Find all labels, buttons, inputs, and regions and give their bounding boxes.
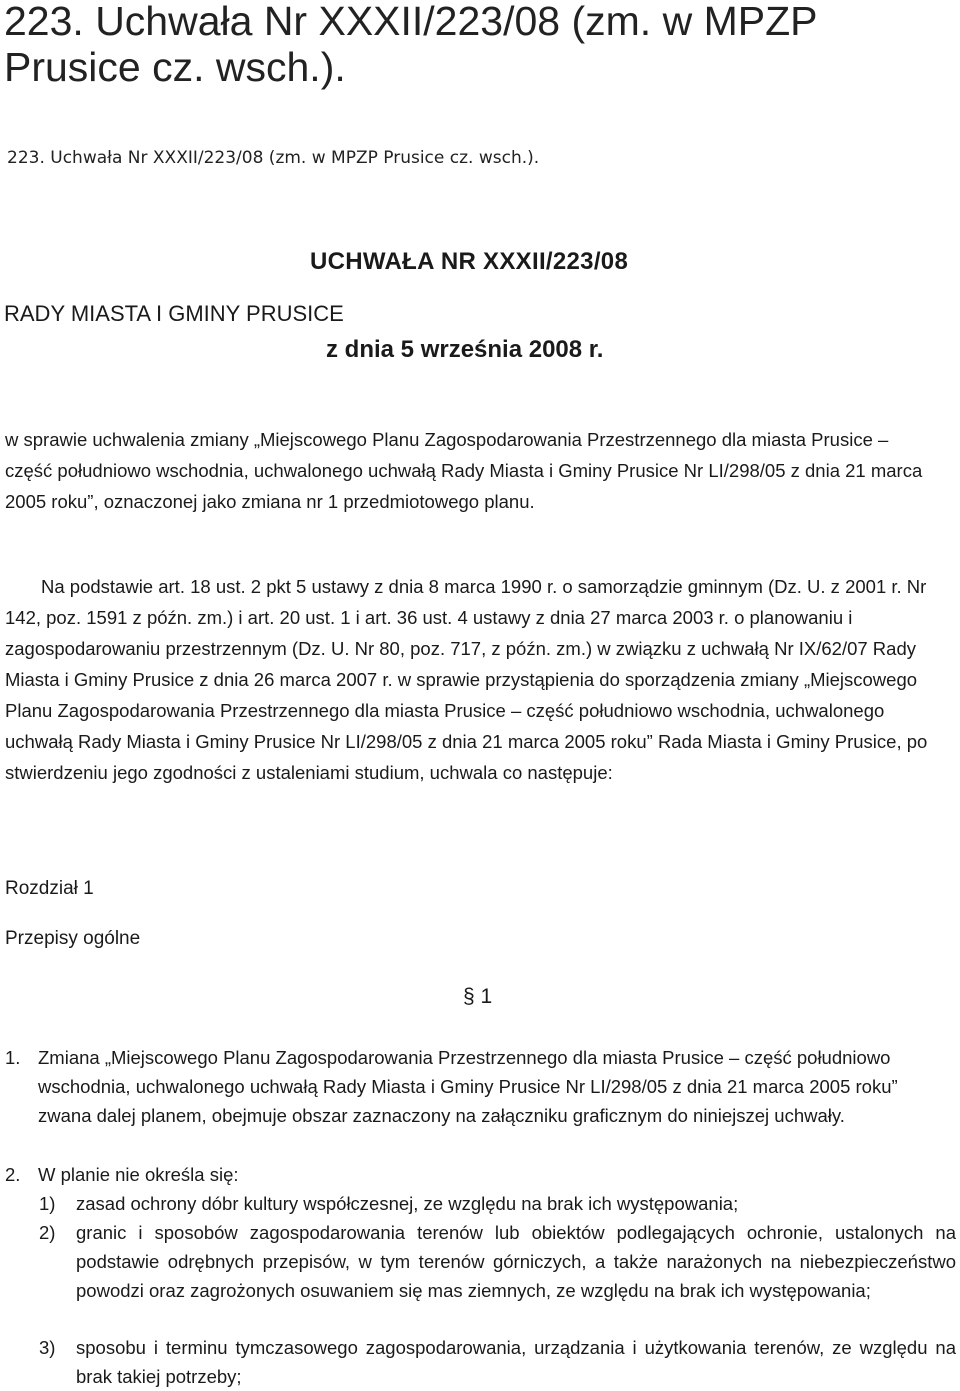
sub-list-item-number: 1): [39, 1193, 56, 1214]
sub-list-item-number: 2): [39, 1222, 56, 1243]
council-name: RADY MIASTA I GMINY PRUSICE: [4, 301, 344, 326]
list-item-number: 2.: [5, 1164, 21, 1185]
list-item-text: W planie nie określa się:: [38, 1164, 239, 1185]
page-subtitle: 223. Uchwała Nr XXXII/223/08 (zm. w MPZP Prusice cz. wsch.).: [7, 148, 540, 168]
sub-list-item-text: zasad ochrony dóbr kultury współczesnej, ze względu na brak ich występowania;: [76, 1193, 739, 1214]
sub-list-item-text: granic i sposobów zagospodarowania terenów lub obiektów podlegających ochronie, ustalonych na podstawie odrębnych przepisów, w tym terenów górniczych, a także narażonych na niebezpieczeństwo powodzi oraz zagrożonych osuwaniem się mas ziemnych, ze względu na brak ich występowania;: [76, 1222, 956, 1301]
page-title: 223. Uchwała Nr XXXII/223/08 (zm. w MPZP Prusice cz. wsch.).: [4, 0, 817, 90]
sub-list-item-text: sposobu i terminu tymczasowego zagospodarowania, urządzania i użytkowania terenów, ze względu na brak takiej potrzeby;: [76, 1337, 956, 1387]
section-mark: § 1: [463, 985, 493, 1008]
intro-paragraph: w sprawie uchwalenia zmiany „Miejscowego Planu Zagospodarowania Przestrzennego dla miasta Prusice – część południowo wschodnia, uchwalonego uchwałą Rady Miasta i Gminy Prusice Nr LI/298/05 z dnia 21 marca 2005 roku”, oznaczonej jako zmiana nr 1 przedmiotowego planu.: [5, 429, 923, 512]
resolution-number: UCHWAŁA NR XXXII/223/08: [310, 248, 629, 275]
resolution-date: z dnia 5 września 2008 r.: [326, 336, 604, 363]
list-item-number: 1.: [5, 1047, 21, 1068]
chapter-number: Rozdział 1: [5, 878, 94, 899]
legal-basis-paragraph: Na podstawie art. 18 ust. 2 pkt 5 ustawy z dnia 8 marca 1990 r. o samorządzie gminnym (Dz. U. z 2001 r. Nr 142, poz. 1591 z późn. zm.) i art. 20 ust. 1 i art. 36 ust. 4 ustawy z dnia 27 marca 2003 r. o planowaniu i zagospodarowaniu przestrzennym (Dz. U. Nr 80, poz. 717, z późn. zm.) w związku z uchwałą Nr IX/62/07 Rady Miasta i Gminy Prusice z dnia 26 marca 2007 r. w sprawie przystąpienia do sporządzenia zmiany „Miejscowego Planu Zagospodarowania Przestrzennego dla miasta Prusice – część południowo wschodnia, uchwalonego uchwałą Rady Miasta i Gminy Prusice Nr LI/298/05 z dnia 21 marca 2005 roku” Rada Miasta i Gminy Prusice, po stwierdzeniu jego zgodności z ustaleniami studium, uchwala co następuje:: [5, 576, 928, 783]
sub-list-item-number: 3): [39, 1337, 56, 1358]
list-item-text: Zmiana „Miejscowego Planu Zagospodarowania Przestrzennego dla miasta Prusice – część południowo wschodnia, uchwalonego uchwałą Rady Miasta i Gminy Prusice Nr LI/298/05 z dnia 21 marca 2005 roku” zwana dalej planem, obejmuje obszar zaznaczony na załączniku graficznym do niniejszej uchwały.: [38, 1047, 898, 1126]
chapter-name: Przepisy ogólne: [5, 928, 141, 949]
